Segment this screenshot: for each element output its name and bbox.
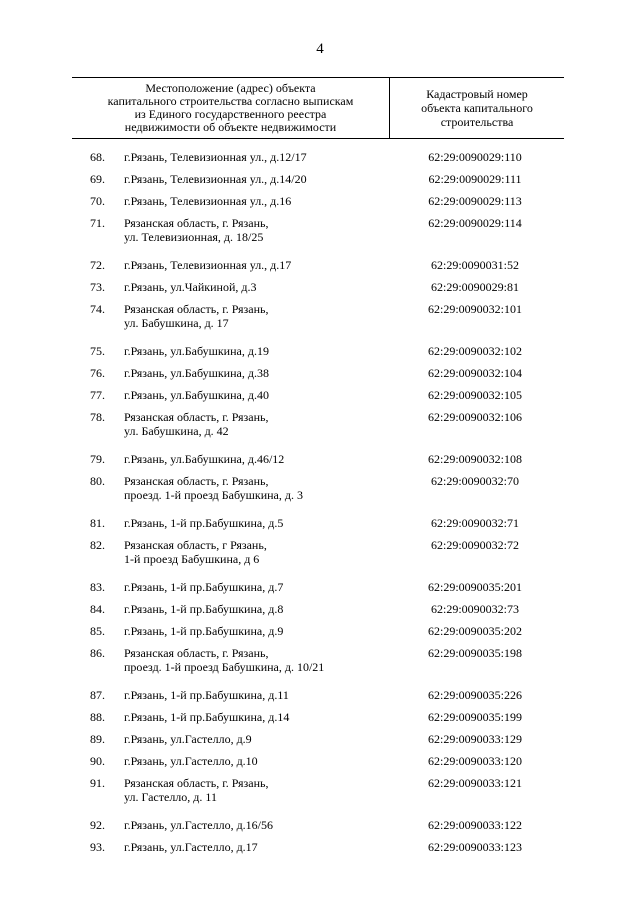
row-address: г.Рязань, 1-й пр.Бабушкина, д.5 bbox=[124, 516, 284, 530]
row-cadastral-number: 62:29:0090031:52 bbox=[430, 258, 519, 272]
table-row bbox=[0, 194, 640, 216]
row-number: 85. bbox=[90, 624, 105, 638]
row-number: 78. bbox=[90, 410, 105, 424]
table-row bbox=[0, 344, 640, 366]
table-row bbox=[0, 840, 640, 862]
row-cadastral-number: 62:29:0090032:72 bbox=[430, 538, 519, 552]
table-row bbox=[0, 452, 640, 474]
row-cadastral-number: 62:29:0090033:120 bbox=[427, 754, 522, 768]
row-address: г.Рязань, 1-й пр.Бабушкина, д.14 bbox=[124, 710, 290, 724]
row-cadastral-number: 62:29:0090035:202 bbox=[427, 624, 522, 638]
table-row bbox=[0, 516, 640, 538]
row-number: 86. bbox=[90, 646, 105, 660]
row-address: г.Рязань, Телевизионная ул., д.12/17 bbox=[124, 150, 307, 164]
row-number: 79. bbox=[90, 452, 105, 466]
table-row bbox=[0, 258, 640, 280]
table-row bbox=[0, 474, 640, 516]
row-address: Рязанская область, г. Рязань, ул. Гастелло, д. 11 bbox=[124, 776, 269, 804]
row-number: 70. bbox=[90, 194, 105, 208]
row-cadastral-number: 62:29:0090035:198 bbox=[427, 646, 522, 660]
row-cadastral-number: 62:29:0090032:70 bbox=[430, 474, 519, 488]
row-address: г.Рязань, 1-й пр.Бабушкина, д.11 bbox=[124, 688, 289, 702]
table-body bbox=[0, 150, 640, 862]
row-cadastral-number: 62:29:0090035:199 bbox=[427, 710, 522, 724]
row-cadastral-number: 62:29:0090029:114 bbox=[428, 216, 522, 230]
table-row bbox=[0, 366, 640, 388]
table-row bbox=[0, 410, 640, 452]
row-address: Рязанская область, г. Рязань, ул. Бабушкина, д. 17 bbox=[124, 302, 269, 330]
row-number: 88. bbox=[90, 710, 105, 724]
row-number: 68. bbox=[90, 150, 105, 164]
row-number: 84. bbox=[90, 602, 105, 616]
row-address: г.Рязань, 1-й пр.Бабушкина, д.8 bbox=[124, 602, 284, 616]
row-address: г.Рязань, ул.Бабушкина, д.46/12 bbox=[124, 452, 285, 466]
header-cadastral: Кадастровый номер объекта капитального строительства bbox=[421, 87, 533, 129]
table-row bbox=[0, 754, 640, 776]
row-address: г.Рязань, ул.Бабушкина, д.38 bbox=[124, 366, 269, 380]
row-number: 75. bbox=[90, 344, 105, 358]
row-number: 87. bbox=[90, 688, 105, 702]
row-cadastral-number: 62:29:0090029:111 bbox=[428, 172, 522, 186]
row-cadastral-number: 62:29:0090029:110 bbox=[428, 150, 522, 164]
table-row bbox=[0, 818, 640, 840]
row-address: г.Рязань, 1-й пр.Бабушкина, д.9 bbox=[124, 624, 284, 638]
row-cadastral-number: 62:29:0090035:226 bbox=[427, 688, 522, 702]
table-row bbox=[0, 302, 640, 344]
row-number: 76. bbox=[90, 366, 105, 380]
row-number: 74. bbox=[90, 302, 105, 316]
table-row bbox=[0, 580, 640, 602]
table-row bbox=[0, 280, 640, 302]
row-address: г.Рязань, ул.Гастелло, д.16/56 bbox=[124, 818, 274, 832]
row-address: г.Рязань, ул.Гастелло, д.17 bbox=[124, 840, 258, 854]
header-address: Местоположение (адрес) объекта капитального строительства согласно выпискам из Единого государственного реестра недвижимости об объекте недвижимости bbox=[72, 78, 390, 138]
row-address: г.Рязань, Телевизионная ул., д.14/20 bbox=[124, 172, 307, 186]
row-address: г.Рязань, Телевизионная ул., д.16 bbox=[124, 194, 292, 208]
row-cadastral-number: 62:29:0090035:201 bbox=[427, 580, 522, 594]
row-number: 71. bbox=[90, 216, 105, 230]
table-row bbox=[0, 172, 640, 194]
row-cadastral-number: 62:29:0090032:104 bbox=[427, 366, 522, 380]
row-cadastral-number: 62:29:0090032:106 bbox=[427, 410, 522, 424]
row-number: 80. bbox=[90, 474, 105, 488]
row-cadastral-number: 62:29:0090032:105 bbox=[427, 388, 522, 402]
table-row bbox=[0, 710, 640, 732]
row-cadastral-number: 62:29:0090032:71 bbox=[430, 516, 519, 530]
row-address: г.Рязань, ул.Гастелло, д.10 bbox=[124, 754, 258, 768]
row-number: 89. bbox=[90, 732, 105, 746]
row-number: 82. bbox=[90, 538, 105, 552]
row-number: 69. bbox=[90, 172, 105, 186]
table-row bbox=[0, 388, 640, 410]
row-cadastral-number: 62:29:0090033:129 bbox=[427, 732, 522, 746]
row-cadastral-number: 62:29:0090029:113 bbox=[428, 194, 522, 208]
row-address: Рязанская область, г. Рязань, ул. Телевизионная, д. 18/25 bbox=[124, 216, 269, 244]
table-row bbox=[0, 216, 640, 258]
table-row bbox=[0, 538, 640, 580]
row-number: 77. bbox=[90, 388, 105, 402]
row-number: 72. bbox=[90, 258, 105, 272]
row-cadastral-number: 62:29:0090032:73 bbox=[430, 602, 519, 616]
table-header bbox=[72, 77, 564, 139]
row-number: 92. bbox=[90, 818, 105, 832]
row-number: 73. bbox=[90, 280, 105, 294]
table-row bbox=[0, 688, 640, 710]
row-cadastral-number: 62:29:0090032:101 bbox=[427, 302, 522, 316]
row-address: г.Рязань, Телевизионная ул., д.17 bbox=[124, 258, 292, 272]
row-number: 81. bbox=[90, 516, 105, 530]
row-number: 91. bbox=[90, 776, 105, 790]
row-cadastral-number: 62:29:0090032:108 bbox=[427, 452, 522, 466]
table-row bbox=[0, 602, 640, 624]
row-cadastral-number: 62:29:0090033:122 bbox=[427, 818, 522, 832]
row-address: г.Рязань, ул.Чайкиной, д.3 bbox=[124, 280, 257, 294]
table-row bbox=[0, 646, 640, 688]
row-cadastral-number: 62:29:0090033:121 bbox=[427, 776, 522, 790]
table-row bbox=[0, 624, 640, 646]
row-address: г.Рязань, ул.Бабушкина, д.19 bbox=[124, 344, 269, 358]
row-address: Рязанская область, г. Рязань, проезд. 1-й проезд Бабушкина, д. 10/21 bbox=[124, 646, 325, 674]
row-address: Рязанская область, г Рязань, 1-й проезд Бабушкина, д 6 bbox=[124, 538, 267, 566]
row-number: 83. bbox=[90, 580, 105, 594]
row-address: Рязанская область, г. Рязань, ул. Бабушкина, д. 42 bbox=[124, 410, 269, 438]
row-number: 93. bbox=[90, 840, 105, 854]
page-number: 4 bbox=[316, 41, 324, 57]
row-cadastral-number: 62:29:0090032:102 bbox=[427, 344, 522, 358]
row-address: г.Рязань, ул.Гастелло, д.9 bbox=[124, 732, 252, 746]
table-row bbox=[0, 150, 640, 172]
row-address: г.Рязань, ул.Бабушкина, д.40 bbox=[124, 388, 269, 402]
row-cadastral-number: 62:29:0090033:123 bbox=[427, 840, 522, 854]
row-number: 90. bbox=[90, 754, 105, 768]
row-cadastral-number: 62:29:0090029:81 bbox=[430, 280, 519, 294]
row-address: Рязанская область, г. Рязань, проезд. 1-й проезд Бабушкина, д. 3 bbox=[124, 474, 303, 502]
table-row bbox=[0, 732, 640, 754]
table-row bbox=[0, 776, 640, 818]
row-address: г.Рязань, 1-й пр.Бабушкина, д.7 bbox=[124, 580, 284, 594]
